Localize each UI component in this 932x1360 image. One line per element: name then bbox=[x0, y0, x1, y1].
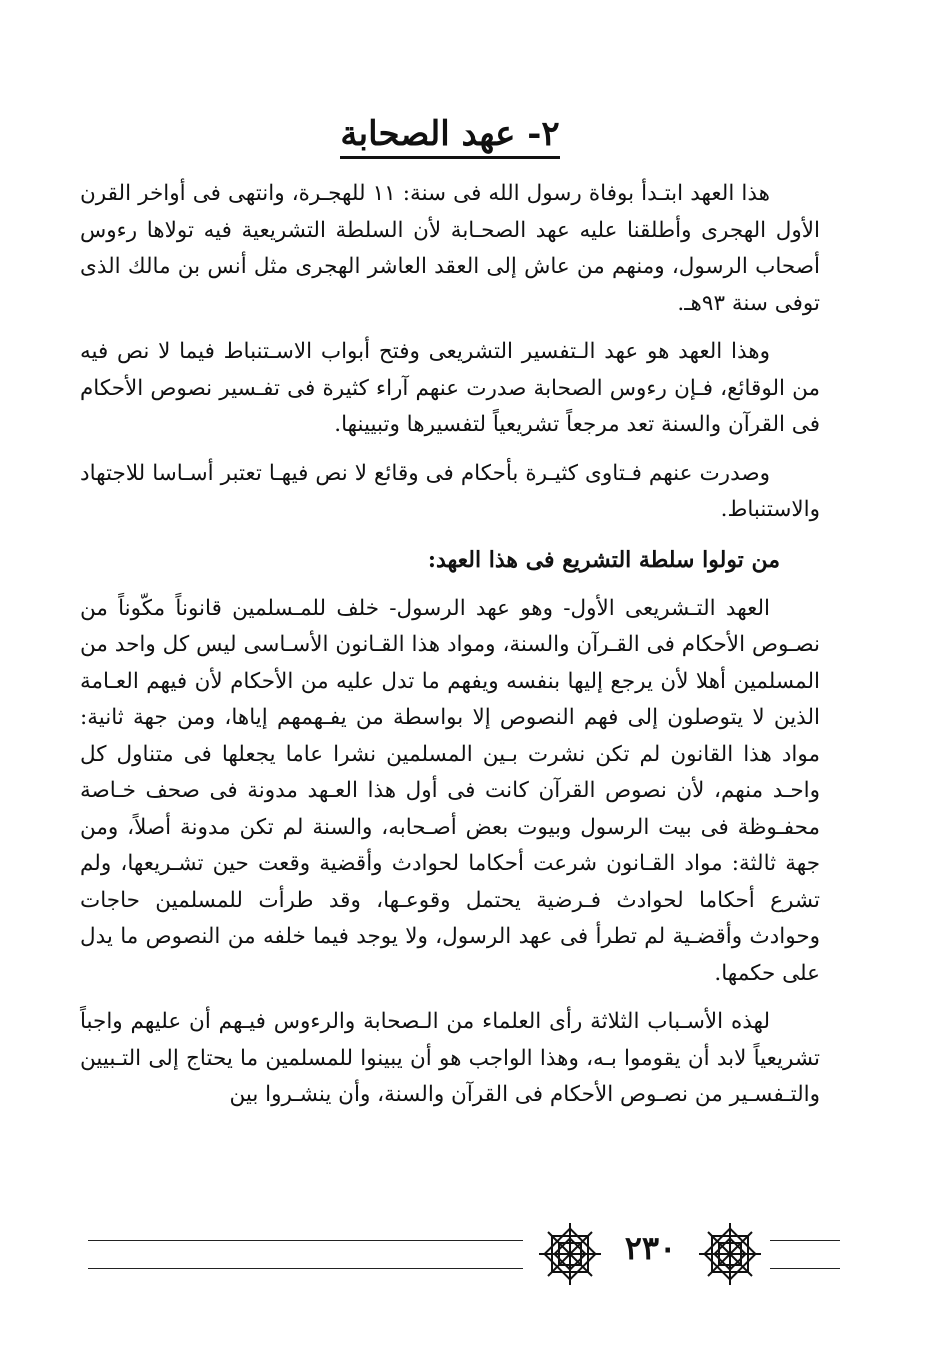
chapter-title bbox=[80, 110, 820, 158]
footer-rule bbox=[88, 1268, 523, 1269]
page-footer bbox=[80, 1215, 840, 1290]
star-ornament-icon bbox=[695, 1215, 765, 1293]
section-subheading: من تولوا سلطة التشريع فى هذا العهد: bbox=[427, 546, 780, 573]
page-body bbox=[80, 110, 820, 1126]
star-ornament-icon bbox=[535, 1215, 605, 1293]
footer-rule bbox=[770, 1240, 840, 1241]
paragraph: العهد التـشريعى الأول- وهو عهد الرسول- خلف للمـسلمين قانوناً مكّوناً من نصـوص الأحكام فى القـرآن والسنة، ومواد هذا القـانون الأسـاسى ليس كل واحد من المسلمين أهلا لأن يرجع إليها بنفسه ويفهم ما تدل عليه من الأحكام لأن فيهم العـامة الذين لا يتوصلون إلى فهم النصوص إلا بواسطة من يفـهمهم إياها، ومن جهة ثانية: مواد هذا القانون لم تكن نشرت بـين المسلمين نشرا عاما يجعلها فى متناول كل واحـد منهم، لأن نصوص القرآن كانت فى أول هذا العـهد مدونة فى صحف خـاصة محفـوظة فى بيت الرسول وبيوت بعض أصـحابه، والسنة لم تكن مدونة أصلاً، ومن جهة ثالثة: مواد القـانون شرعت أحكاما لحوادث وأقضية وقعت حين تشـريعها، ولم تشرع أحكاما لحوادث فـرضية يحتمل وقوعـها، وقد طرأت للمسلمين حاجات وحوادث وأقضـية لم تطرأ فى عهد الرسول، ولا يوجد فيما خلفه من النصوص ما يدل على حكمها. bbox=[80, 595, 820, 986]
footer-rule bbox=[770, 1268, 840, 1269]
page-number: ٢٣٠ bbox=[624, 1229, 677, 1267]
paragraph: هذا العهد ابتـدأ بوفاة رسول الله فى سنة: ١١ للهجـرة، وانتهى فى أواخر القرن الأول الهجرى وأطلقنا عليه عهد الصحـابة لأن السلطة التشريعية فيه تولاها رءوس أصحاب الرسول، ومنهم من عاش إلى العقد العاشر الهجرى مثل أنس بن مالك الذى توفى سنة ٩٣هـ. bbox=[80, 181, 820, 316]
paragraph: لهذه الأسـباب الثلاثة رأى العلماء من الـصحابة والرءوس فيـهم أن عليهم واجباً تشريعياً لابد أن يقوموا بـه، وهذا الواجب هو أن يبينوا للمسلمين ما يحتاج إلى التـبيين والتـفسـير من نصـوص الأحكام فى القرآن والسنة، وأن ينشـروا بين bbox=[80, 1009, 820, 1107]
chapter-title-text: ٢- عهد الصحابة bbox=[340, 114, 559, 159]
paragraph: وهذا العهد هو عهد الـتفسير التشريعى وفتح أبواب الاسـتنباط فيما لا نص فيه من الوقائع، فـإن رءوس الصحابة صدرت عنهم آراء كثيرة فى تفـسير نصوص الأحكام فى القرآن والسنة تعد مرجعاً تشريعياً لتفسيرها وتبيينها. bbox=[80, 339, 820, 437]
footer-rule bbox=[88, 1240, 523, 1241]
paragraph: وصدرت عنهم فـتاوى كثيـرة بأحكام فى وقائع لا نص فيهـا تعتبر أسـاسا للاجتهاد والاستنباط. bbox=[80, 460, 820, 522]
